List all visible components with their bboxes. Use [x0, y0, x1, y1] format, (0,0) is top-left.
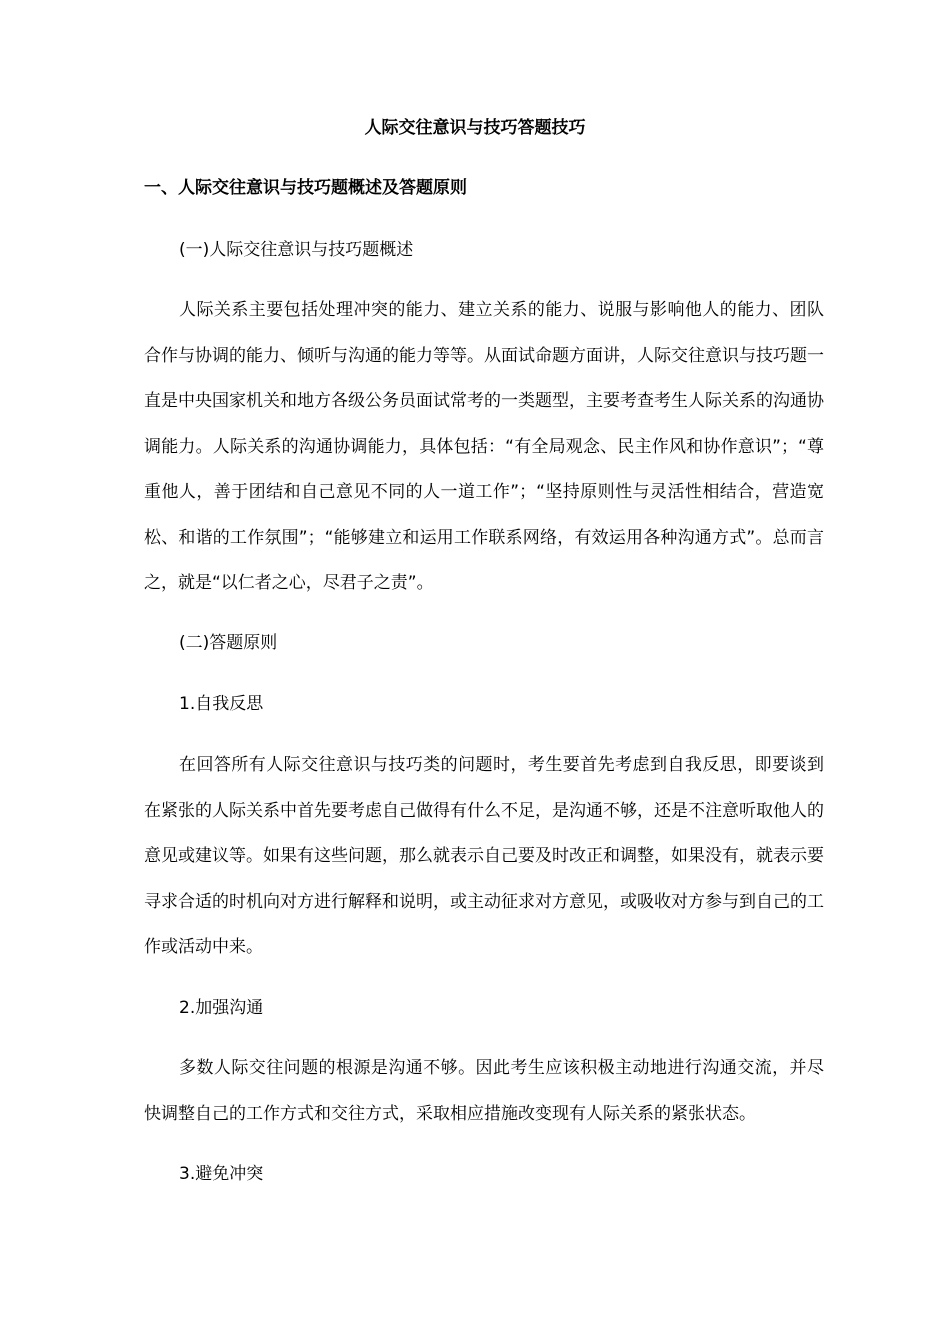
subsection-heading-overview: (一)人际交往意识与技巧题概述 [179, 240, 414, 260]
principle-heading-2: 2.加强沟通 [179, 998, 264, 1018]
principle-heading-3: 3.避免冲突 [179, 1164, 264, 1184]
section-heading: 一、人际交往意识与技巧题概述及答题原则 [144, 178, 467, 198]
overview-paragraph: 人际关系主要包括处理冲突的能力、建立关系的能力、说服与影响他人的能力、团队合作与协调的能力、倾听与沟通的能力等等。从面试命题方面讲，人际交往意识与技巧题一直是中央国家机关和地方各级公务员面试常考的一类题型，主要考查考生人际关系的沟通协调能力。人际关系的沟通协调能力，具体包括：“有全局观念、民主作风和协作意识”；“尊重他人，善于团结和自己意见不同的人一道工作”；“坚持原则性与灵活性相结合，营造宽松、和谐的工作氛围”；“能够建立和运用工作联系网络，有效运用各种沟通方式”。总而言之，就是“以仁者之心，尽君子之责”。 [144, 300, 824, 593]
principle-heading-1: 1.自我反思 [179, 694, 264, 714]
principle-paragraph-1: 在回答所有人际交往意识与技巧类的问题时，考生要首先考虑到自我反思，即要谈到在紧张的人际关系中首先要考虑自己做得有什么不足，是沟通不够，还是不注意听取他人的意见或建议等。如果有这些问题，那么就表示自己要及时改正和调整，如果没有，就表示要寻求合适的时机向对方进行解释和说明，或主动征求对方意见，或吸收对方参与到自己的工作或活动中来。 [144, 755, 824, 957]
subsection-heading-principles: (二)答题原则 [179, 633, 278, 653]
document-title: 人际交往意识与技巧答题技巧 [364, 118, 586, 138]
principle-paragraph-2: 多数人际交往问题的根源是沟通不够。因此考生应该积极主动地进行沟通交流，并尽快调整自己的工作方式和交往方式，采取相应措施改变现有人际关系的紧张状态。 [144, 1058, 824, 1124]
